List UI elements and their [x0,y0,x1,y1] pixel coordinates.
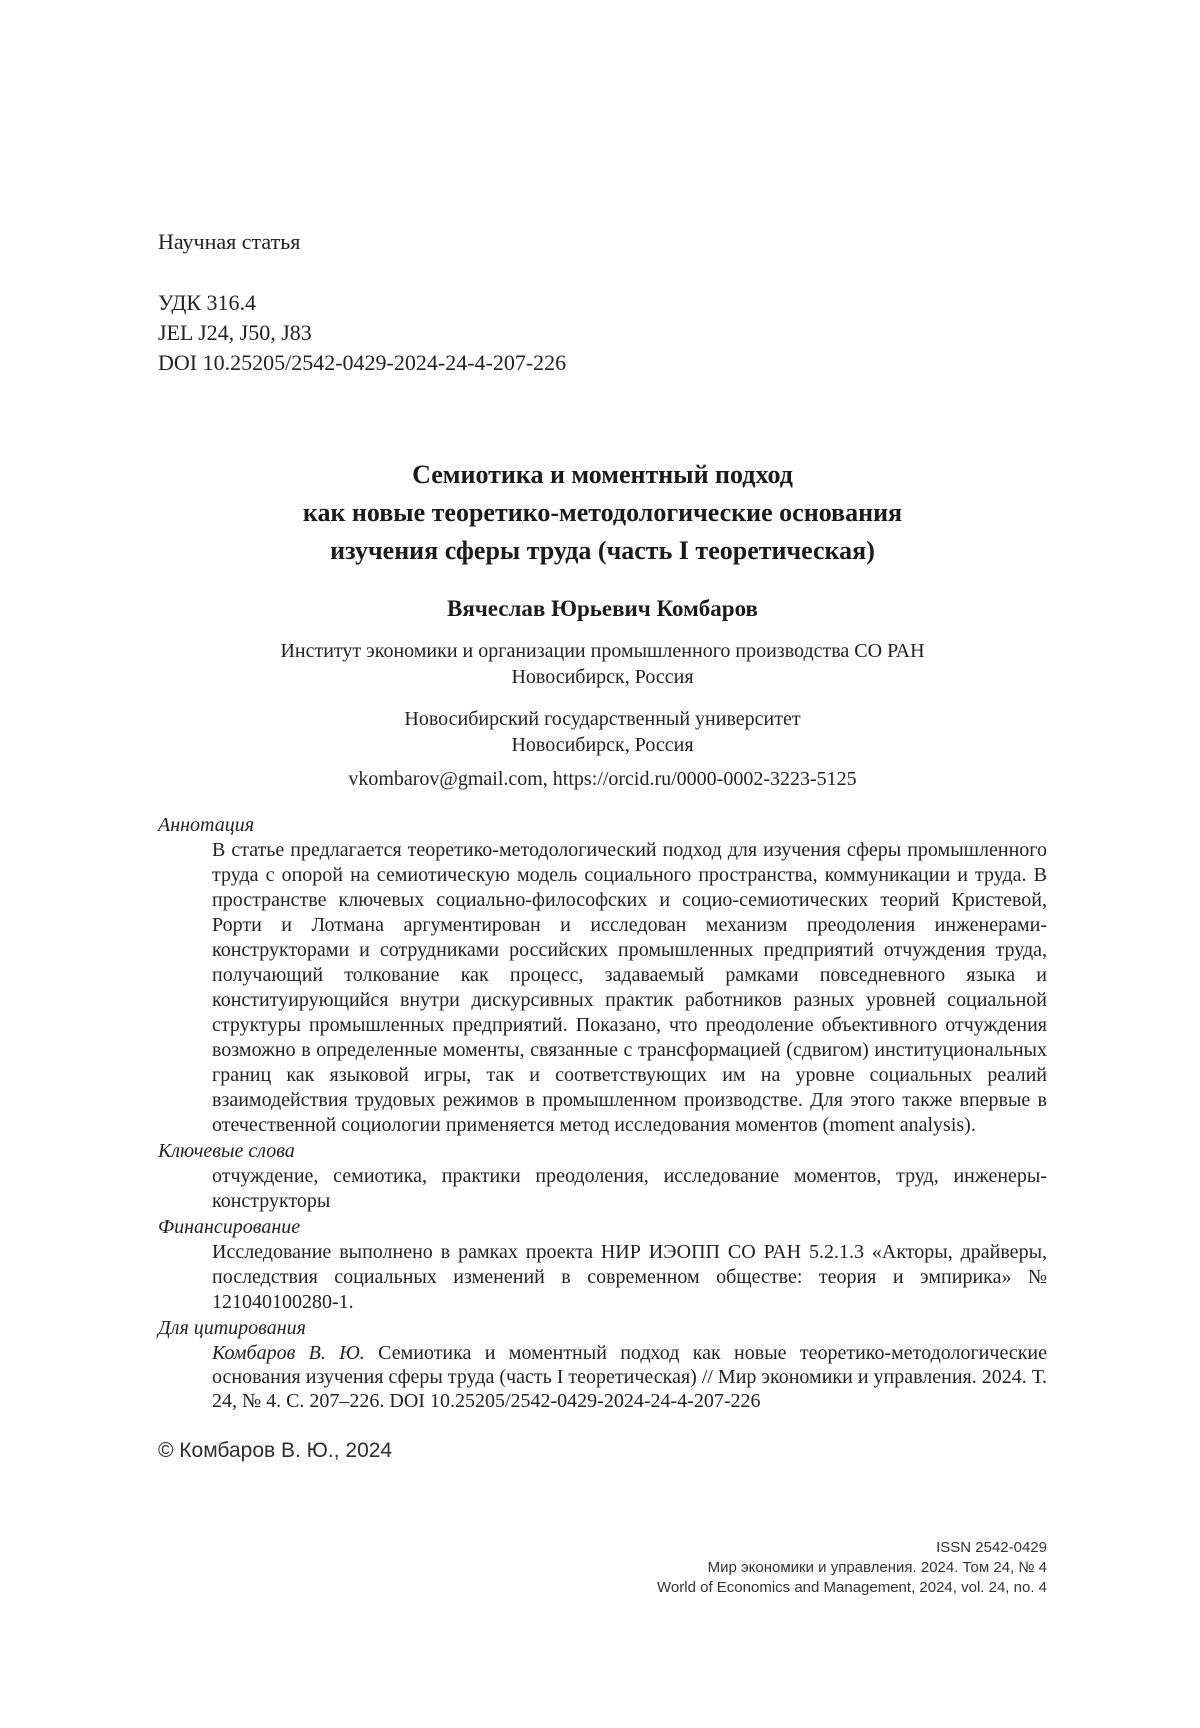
footer-issn: ISSN 2542-0429 [936,1539,1047,1556]
affiliation-2 [158,706,1047,758]
affiliation-2-org: Новосибирский государственный университет [404,708,801,730]
jel-codes: JEL J24, J50, J83 [158,320,312,345]
article-title-line-1: Семиотика и моментный подход [412,460,793,489]
affiliation-1-city: Новосибирск, Россия [511,666,694,688]
author-contact: vkombarov@gmail.com, https://orcid.ru/0000-0002-3223-5125 [348,768,857,790]
doi-code: DOI 10.25205/2542-0429-2024-24-4-207-226 [158,350,567,375]
footer-journal-ru: Мир экономики и управления. 2024. Том 24, № 4 [707,1559,1047,1576]
affiliation-1 [158,638,1047,690]
abstract-section [158,812,1047,1138]
affiliation-2-city: Новосибирск, Россия [511,734,694,756]
funding-section [158,1214,1047,1315]
article-codes-block [158,288,1047,378]
abstract-text: В статье предлагается теоретико-методологический подход для изучения сферы промышленного труда с опорой на семиотическую модель социального пространства, коммуникации и труда. В пространстве ключевых социально-философских и социо-семиотических теорий Кристевой, Рорти и Лотмана аргументирован и исследован механизм преодоления инженерами-конструкторами и сотрудниками российских промышленных предприятий отчуждения труда, получающий толкование как процесс, задаваемый рамками повседневного языка и конституирующийся внутри дискурсивных практик работников разных уровней социальной структуры промышленных предприятий. Показано, что преодоление объективного отчуждения возможно в определенные моменты, связанные с трансформацией (сдвигом) институциональных границ как языковой игры, так и соответствующих им на уровне социальных реалий взаимодействия трудовых режимов в промышленном производстве. Для этого также впервые в отечественной социологии применяется метод исследования моментов (moment analysis). [212,839,1047,1136]
author-name: Вячеслав Юрьевич Комбаров [447,596,758,621]
funding-text: Исследование выполнено в рамках проекта НИР ИЭОПП СО РАН 5.2.1.3 «Акторы, драйверы, последствия социальных изменений в современном обществе: теория и эмпирика» № 121040100280-1. [212,1241,1047,1313]
footer-journal-en: World of Economics and Management, 2024, vol. 24, no. 4 [657,1579,1047,1596]
citation-section [158,1315,1047,1413]
affiliation-1-org: Институт экономики и организации промышленного производства СО РАН [280,640,925,662]
article-type-label: Научная статья [158,229,301,254]
citation-label: Для цитирования [158,1317,306,1339]
article-title [158,456,1047,570]
journal-footer [657,1538,1047,1598]
citation-body: Семиотика и моментный подход как новые теоретико-методологические основания изучения сферы труда (часть I теоретическая) // Мир экономики и управления. 2024. Т. 24, № 4. С. 207–226. DOI 10.25205/2542-0429-2024-24-4-207-226 [212,1342,1047,1412]
citation-text [212,1341,1047,1413]
keywords-text: отчуждение, семиотика, практики преодоления, исследование моментов, труд, инженеры-конструкторы [212,1165,1047,1212]
article-title-line-3: изучения сферы труда (часть I теоретическая) [330,536,875,565]
copyright-line: © Комбаров В. Ю., 2024 [158,1439,393,1462]
abstract-label: Аннотация [158,814,255,836]
funding-label: Финансирование [158,1216,301,1238]
keywords-section [158,1138,1047,1214]
keywords-label: Ключевые слова [158,1140,295,1162]
article-title-line-2: как новые теоретико-методологические основания [302,498,903,527]
citation-author: Комбаров В. Ю. [212,1342,365,1364]
udk-code: УДК 316.4 [158,290,257,315]
